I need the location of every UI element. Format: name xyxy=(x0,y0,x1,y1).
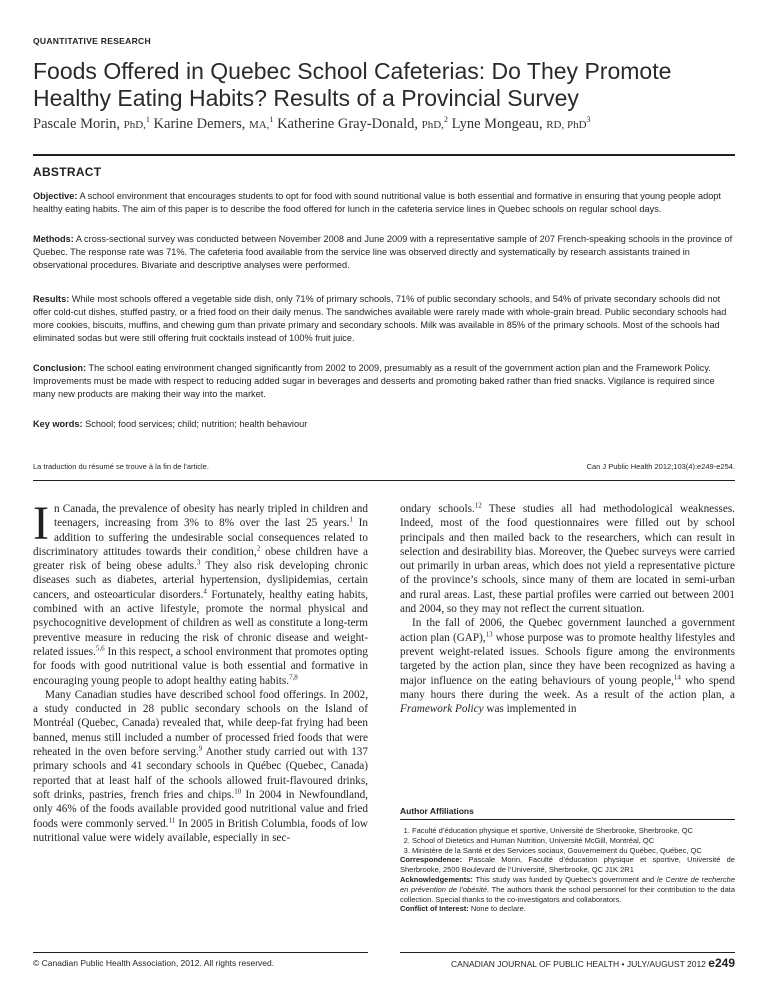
conclusion-text: The school eating environment changed significantly from 2002 to 2009, presumably as a result of the government action plan and the Framework Policy. Improvements must be made with respect to reducing added sugar in beverages and desserts and promoting baked rather than fried snacks. Vigilance is required since many new products are making their way into the market. xyxy=(33,363,715,399)
keywords-text: School; food services; child; nutrition; health behaviour xyxy=(85,419,308,429)
abstract-conclusion xyxy=(33,362,733,401)
body-column-right xyxy=(400,502,735,716)
body-text: In the fall of 2006, the Quebec government launched a government action plan (GAP), xyxy=(400,617,735,644)
correspondence-text: Pascale Morin, Faculté d’éducation physique et sportive, Université de Sherbrooke, 2500 Boulevard de l’Université, Sherbrooke, QC J1K 2R1 xyxy=(400,855,735,875)
author-affiliation-ref: 1 xyxy=(269,115,274,124)
author-degree: MA, xyxy=(248,118,270,131)
page-number: e249 xyxy=(708,956,735,970)
author-name: Katherine Gray-Donald, xyxy=(277,115,418,132)
abstract-objective xyxy=(33,190,733,216)
reference-marker: 11 xyxy=(168,815,176,824)
body-text: n Canada, the prevalence of obesity has nearly tripled in children and teenagers, increasing from 3% to 8% over the last 25 years. xyxy=(53,503,368,530)
abstract-heading: ABSTRACT xyxy=(33,165,102,179)
conflict-text: None to declare. xyxy=(470,904,526,914)
body-text: In 2004 in Newfoundland, only 46% of the foods available provided good nutritional value and fried foods were commonly served. xyxy=(33,788,368,830)
footer-rule-left xyxy=(33,952,368,953)
results-text: While most schools offered a vegetable side dish, only 71% of primary schools, 71% of public secondary schools, and 54% of private secondary schools did not offer cold-cut dishes, stuffed pastry, or a fried food on their daily menus. The sandwiches available were rarely made with whole-grain bread. Public secondary schools had more cookies, biscuits, muffins, and chewing gum than private primary and secondary schools. Milk was available in 85% of the primary schools. Most of the schools had eliminated sodas but were still offering fruit cocktails instead of 100% fruit juice. xyxy=(33,294,727,343)
reference-marker: 4 xyxy=(203,587,207,596)
body-paragraph xyxy=(400,616,735,716)
acknowledgements-text: . The authors thank the school personnel for their contribution to the data collection. Special thanks to the co-investigators and collaborators. xyxy=(400,884,735,904)
reference-marker: 14 xyxy=(673,672,681,681)
body-text: In this respect, a school environment that promotes opting for foods with good nutritional value is both essential and formative in encouraging young people to adopt healthy eating habits. xyxy=(33,645,368,687)
body-text: whose purpose was to promote healthy lifestyles and prevent weight-related issues. Schools figure among the environments targeted by the action plan, since they have been recognized as having a major influence on the eating behaviours of young people, xyxy=(400,631,735,687)
body-text: who spend many hours there during the week. As a result of the action plan, a xyxy=(400,674,735,701)
article-title: Foods Offered in Quebec School Cafeterias: Do They Promote Healthy Eating Habits? Results of a Provincial Survey xyxy=(33,58,672,111)
reference-marker: 2 xyxy=(256,544,261,553)
journal-footer xyxy=(451,956,735,970)
methods-text: A cross-sectional survey was conducted between November 2008 and June 2009 with a representative sample of 207 French-speaking schools in the province of Quebec. The response rate was 71%. The cafeteria food available from the service line was observed directly and systematically by research assistants trained in observational procedures. Bivariate and descriptive analyses were performed. xyxy=(33,234,733,270)
body-text: ondary schools. xyxy=(400,503,475,515)
journal-name: CANADIAN JOURNAL OF PUBLIC HEALTH • JULY/AUGUST 2012 xyxy=(451,959,706,969)
author-degree: RD, PhD xyxy=(546,118,587,131)
affiliations-heading: Author Affiliations xyxy=(400,806,735,820)
body-text: Many Canadian studies have described school food offerings. In 2002, a study conducted in 28 public secondary schools on the Island of Montréal (Quebec, Canada) revealed that, while deep-fat frying had been banned, menus still included a number of processed fried foods that were reheated in the oven before serving. xyxy=(33,688,368,759)
body-text: Fortunately, healthy eating habits, combined with an active lifestyle, promote the normal physical and psychocognitive development of children as well as constitute a long-term preventive measure in reducing the risk of chronic disease and weight-related issues. xyxy=(33,588,368,658)
body-emphasis: Framework Policy xyxy=(400,703,484,716)
abstract-methods xyxy=(33,233,733,272)
objective-label: Objective: xyxy=(33,191,78,201)
body-text: was implemented in xyxy=(483,703,577,716)
conflict-label: Conflict of Interest: xyxy=(400,904,469,914)
body-column-left xyxy=(33,497,369,845)
acknowledgements-label: Acknowledgements: xyxy=(400,874,473,884)
body-text: Another study carried out with 137 primary schools and 41 secondary schools in Québec (Quebec, Canada) reported that at least half of the schools allowed fruit-flavoured drinks, soft drinks, pastries, french fries and chips. xyxy=(33,746,368,801)
body-text: obese children have a greater risk of being obese adults. xyxy=(33,545,368,573)
footer-rule-right xyxy=(400,952,735,953)
acknowledgements-text: This study was funded by Quebec’s government and xyxy=(475,874,657,884)
correspondence xyxy=(400,855,735,875)
reference-marker: 9 xyxy=(198,744,203,753)
copyright-notice: © Canadian Public Health Association, 2012. All rights reserved. xyxy=(33,958,275,968)
affiliation-item: 3. Ministère de la Santé et des Services sociaux, Gouvernement du Québec, Québec, QC xyxy=(412,846,735,856)
author-list xyxy=(33,115,591,133)
author-affiliation-ref: 2 xyxy=(443,115,448,124)
top-rule xyxy=(33,154,735,156)
abstract-results xyxy=(33,293,733,345)
reference-marker: 10 xyxy=(234,787,242,796)
reference-marker: 1 xyxy=(349,515,353,524)
keywords-label: Key words: xyxy=(33,419,83,429)
body-paragraph xyxy=(33,688,368,845)
conflict-of-interest xyxy=(400,904,735,914)
affiliations-block xyxy=(400,826,735,914)
author-degree: PhD, xyxy=(421,118,444,131)
drop-cap: I xyxy=(33,497,49,550)
reference-marker: 5,6 xyxy=(95,644,105,653)
journal-citation: Can J Public Health 2012;103(4):e249-e254. xyxy=(586,462,735,471)
author-affiliation-ref: 3 xyxy=(586,115,591,124)
reference-marker: 13 xyxy=(485,629,493,638)
acknowledgements xyxy=(400,875,735,904)
affiliation-list xyxy=(400,826,735,855)
reference-marker: 3 xyxy=(196,558,201,567)
body-text: These studies all had methodological weaknesses. Indeed, most of the food questionnaires were filled out by school principals and then mailed back to the researchers, which can result in selection and desirability bias. Moreover, the Quebec surveys were carried out primarily in urban areas, which does not yield a representative picture of the province’s schools, since many of them are located in semi-urban and rural areas. Last, these partial profiles were carried out between 2001 and 2004, so they may not reflect the current situation. xyxy=(400,503,735,616)
body-text: In addition to suffering the undesirable social consequences related to discriminatory attitudes towards their condition, xyxy=(33,517,369,558)
body-text: They also risk developing chronic diseases such as diabetes, arterial hypertension, dyslipidemias, certain cancers, and osteoarticular disorders. xyxy=(33,560,368,601)
author-name: Karine Demers, xyxy=(153,115,246,132)
reference-marker: 7,8 xyxy=(289,672,298,681)
results-label: Results: xyxy=(33,294,70,304)
affiliation-item: 2. School of Dietetics and Human Nutrition, Université McGill, Montréal, QC xyxy=(412,836,735,846)
conclusion-label: Conclusion: xyxy=(33,363,87,373)
methods-label: Methods: xyxy=(33,234,74,244)
abstract-keywords xyxy=(33,418,733,431)
author-affiliation-ref: 1 xyxy=(145,115,150,124)
reference-marker: 12 xyxy=(474,501,482,510)
correspondence-label: Correspondence: xyxy=(400,855,463,865)
author-degree: PhD, xyxy=(123,118,146,131)
mid-rule xyxy=(33,480,735,481)
body-text: In 2005 in British Columbia, foods of low nutritional value were widely available, especially in sec- xyxy=(33,817,368,844)
author-name: Pascale Morin, xyxy=(33,115,120,132)
french-translation-note: La traduction du résumé se trouve à la fin de l’article. xyxy=(33,462,209,471)
affiliation-item: 1. Faculté d’éducation physique et sportive, Université de Sherbrooke, Sherbrooke, QC xyxy=(412,826,735,836)
author-name: Lyne Mongeau, xyxy=(451,115,543,132)
section-label: QUANTITATIVE RESEARCH xyxy=(33,36,151,46)
objective-text: A school environment that encourages students to opt for food with sound nutritional value is both essential and formative in ensuring that young people adopt healthy eating habits. The aim of this paper is to describe the food offered for lunch in the cafeteria service lines in Quebec schools on regular school days. xyxy=(33,191,721,214)
acknowledgements-emphasis: le Centre de recherche en prévention de l’obésité xyxy=(400,874,735,894)
